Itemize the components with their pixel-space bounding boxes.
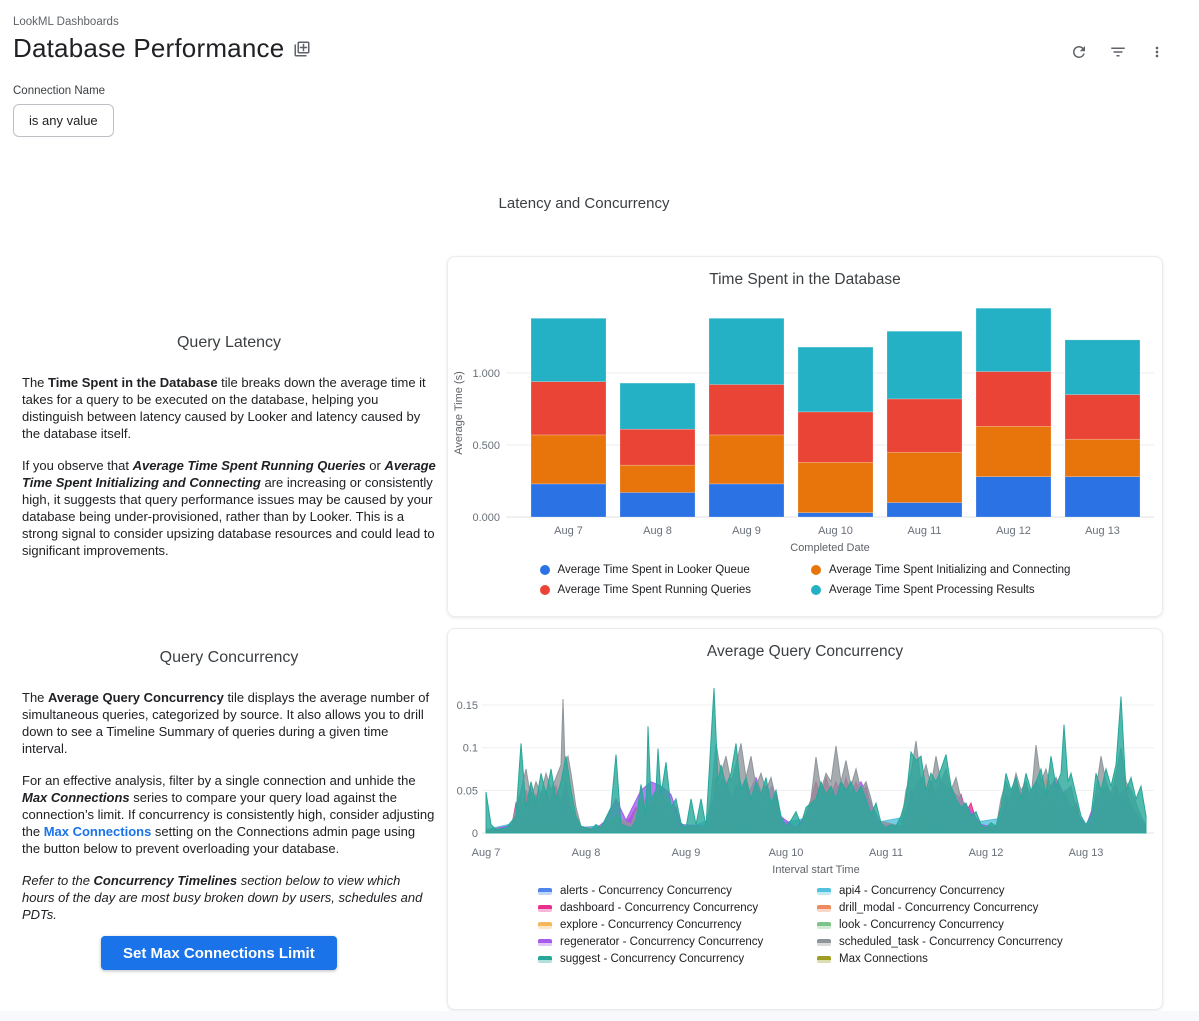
svg-text:0.1: 0.1 [462,742,478,755]
legend-label: suggest - Concurrency Concurrency [560,953,745,965]
legend-color-swatch [538,922,552,929]
legend-label: Average Time Spent Running Queries [557,584,752,596]
svg-text:Completed Date: Completed Date [790,542,870,554]
legend-color-swatch [817,939,831,946]
svg-text:Aug 12: Aug 12 [968,847,1004,859]
legend-label: look - Concurrency Concurrency [839,919,1004,931]
legend-item[interactable] [538,919,793,931]
refresh-icon[interactable] [1069,42,1089,62]
legend-color-dot [811,585,821,595]
svg-text:Aug 10: Aug 10 [818,525,853,537]
svg-text:Aug 11: Aug 11 [907,525,942,537]
legend-item[interactable] [538,885,793,897]
legend-color-swatch [538,905,552,912]
legend-label: Average Time Spent Processing Results [829,584,1035,596]
svg-text:0.500: 0.500 [472,440,500,452]
breadcrumb[interactable]: LookML Dashboards [13,16,119,28]
svg-text:0: 0 [471,828,478,840]
time-spent-tile [447,256,1163,617]
concurrency-legend [448,885,1162,965]
svg-text:Aug 10: Aug 10 [768,847,804,859]
kebab-menu-icon[interactable] [1147,42,1167,62]
concurrency-tile [447,628,1163,1010]
legend-label: scheduled_task - Concurrency Concurrency [839,936,1063,948]
svg-text:Aug 7: Aug 7 [471,847,501,859]
concurrency-area-chart[interactable] [448,669,1164,877]
legend-label: regenerator - Concurrency Concurrency [560,936,764,948]
legend-color-swatch [538,939,552,946]
svg-text:Aug 7: Aug 7 [554,525,583,537]
legend-item[interactable] [538,936,793,948]
legend-color-dot [540,585,550,595]
legend-label: api4 - Concurrency Concurrency [839,885,1005,897]
filter-area [13,85,114,137]
svg-text:0.000: 0.000 [472,512,500,524]
legend-item[interactable] [817,953,1072,965]
legend-color-swatch [817,888,831,895]
query-concurrency-paragraph: For an effective analysis, filter by a single connection and unhide the Max Connections series to compare your query load against the connection’s limit. If concurrency is consistently high, consider adjusting the Max Connections setting on the Connections admin page using the button below to prevent overloading your database. [22,773,435,856]
legend-color-swatch [538,888,552,895]
legend-label: Average Time Spent in Looker Queue [557,564,750,576]
svg-text:Aug 8: Aug 8 [643,525,672,537]
legend-label: explore - Concurrency Concurrency [560,919,742,931]
legend-item[interactable] [538,953,793,965]
svg-text:Aug 13: Aug 13 [1068,847,1104,859]
svg-text:Interval start Time: Interval start Time [772,864,860,876]
connection-name-filter[interactable]: is any value [13,104,114,137]
legend-item[interactable] [811,584,1070,596]
legend-item[interactable] [817,936,1072,948]
dashboard-header [13,16,311,64]
query-concurrency-paragraph: The Average Query Concurrency tile displays the average number of simultaneous queries, categorized by source. It also allows you to drill down to see a Timeline Summary of queries during a given time interval. [22,690,430,756]
legend-item[interactable] [540,584,751,596]
copy-plus-icon[interactable] [293,40,311,58]
legend-color-dot [811,565,821,575]
legend-color-swatch [538,956,552,963]
svg-text:Aug 9: Aug 9 [671,847,701,859]
page-title: Database Performance [13,33,285,63]
legend-label: dashboard - Concurrency Concurrency [560,902,759,914]
legend-color-swatch [817,905,831,912]
concurrency-title: Average Query Concurrency [706,643,904,660]
legend-item[interactable] [540,564,751,576]
svg-text:1.000: 1.000 [472,368,500,380]
legend-item[interactable] [538,902,793,914]
legend-item[interactable] [817,919,1072,931]
legend-label: Max Connections [839,953,928,965]
query-concurrency-paragraph: Refer to the Concurrency Timelines section below to view which hours of the day are most busy broken down by users, schedules and PDTs. [22,873,423,922]
query-latency-paragraph: If you observe that Average Time Spent Running Queries or Average Time Spent Initializing and Connecting are increasing or consistently high, it suggests that query performance issues may be caused by your database being under-provisioned, rather than by Looker. This is a strong signal to consider upsizing database resources and could lead to significant improvements. [22,458,436,558]
legend-label: drill_modal - Concurrency Concurrency [839,902,1039,914]
svg-text:Aug 9: Aug 9 [732,525,761,537]
svg-text:Aug 12: Aug 12 [996,525,1031,537]
filter-icon[interactable] [1108,42,1128,62]
svg-text:0.15: 0.15 [456,700,478,713]
time-spent-title: Time Spent in the Database [709,271,901,288]
latency-bar-chart[interactable] [448,297,1164,555]
query-latency-heading: Query Latency [176,334,282,351]
set-max-connections-button[interactable]: Set Max Connections Limit [101,936,337,970]
legend-label: alerts - Concurrency Concurrency [560,885,732,897]
legend-label: Average Time Spent Initializing and Connecting [829,564,1071,576]
legend-item[interactable] [811,564,1070,576]
query-latency-text-tile [22,334,436,559]
latency-legend [448,564,1162,596]
svg-text:Aug 8: Aug 8 [571,847,601,859]
legend-item[interactable] [817,902,1072,914]
query-concurrency-heading: Query Concurrency [159,649,299,666]
svg-text:0.05: 0.05 [456,785,478,798]
svg-text:Aug 11: Aug 11 [868,847,904,859]
legend-color-swatch [817,956,831,963]
legend-color-dot [540,565,550,575]
legend-item[interactable] [817,885,1072,897]
query-concurrency-text-tile [22,649,436,923]
header-actions [1069,42,1167,62]
svg-text:Aug 13: Aug 13 [1085,525,1120,537]
svg-text:Average Time (s): Average Time (s) [453,371,465,455]
query-latency-paragraph: The Time Spent in the Database tile breaks down the average time it takes for a query to be executed on the database, helping you distinguish between latency caused by Looker and latency caused by the database itself. [22,375,426,441]
filter-label: Connection Name [13,85,106,97]
legend-color-swatch [817,922,831,929]
dashboard-background-strip [0,1011,1199,1021]
section-title: Latency and Concurrency [498,195,670,212]
